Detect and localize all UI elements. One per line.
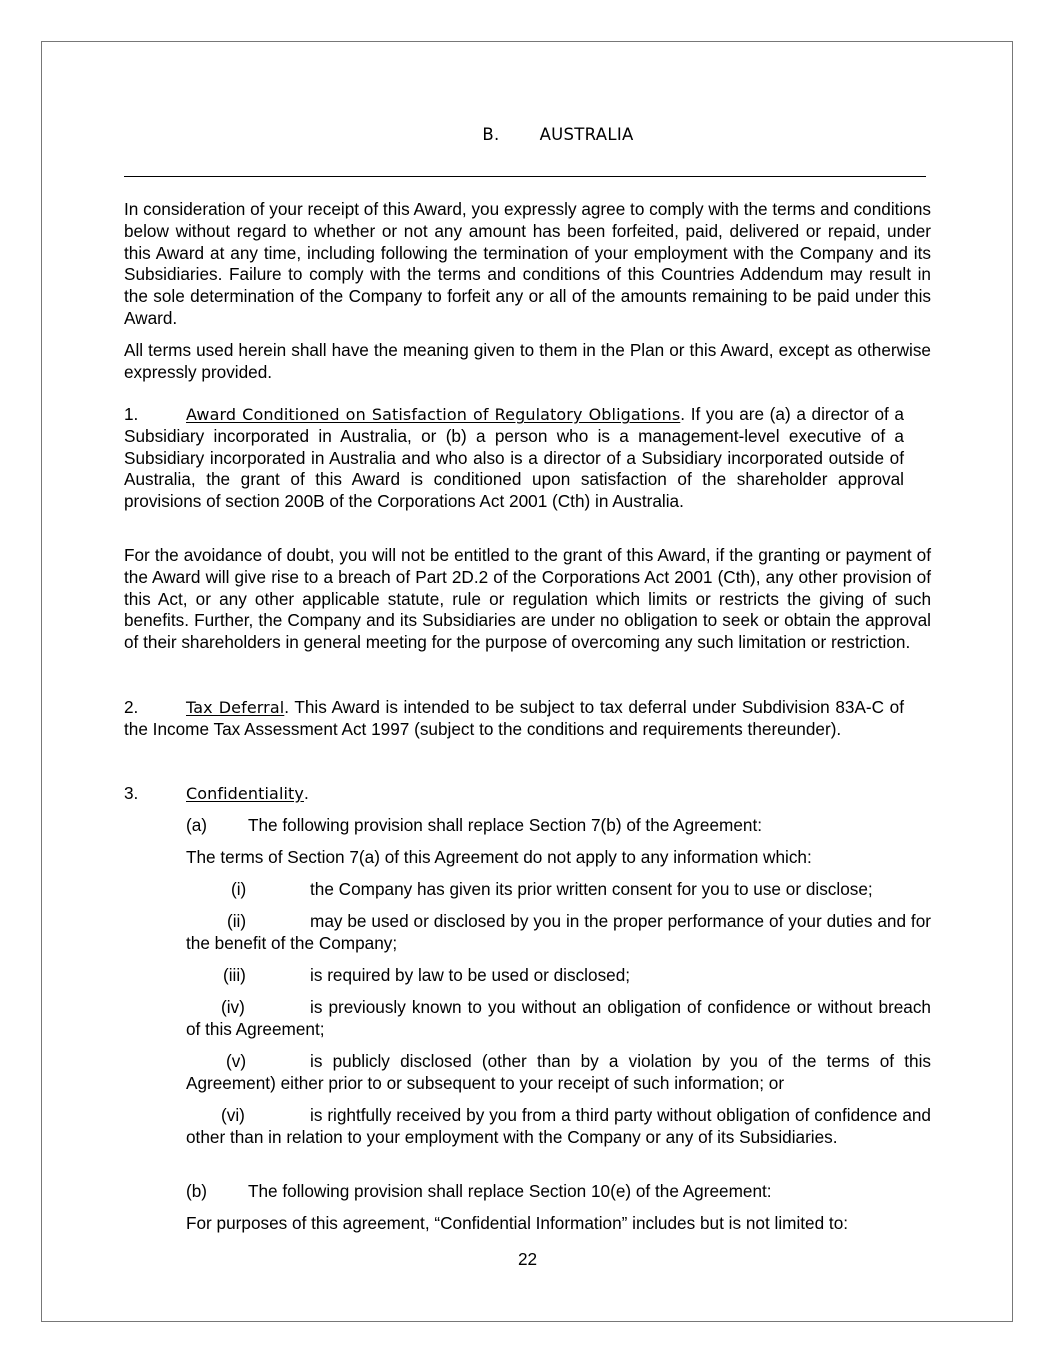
- item-2-number: 2.: [124, 697, 139, 717]
- item-3b-paragraph: [186, 1181, 931, 1203]
- page-number: 22: [517, 1249, 538, 1269]
- roman-item-v: [186, 1051, 931, 1095]
- roman-text-i: the Company has given its prior written consent for you to use or disclose;: [310, 879, 873, 899]
- item-3-heading: Confidentiality: [186, 784, 304, 803]
- item-1-number: 1.: [124, 404, 139, 424]
- item-3-number: 3.: [124, 783, 139, 803]
- roman-label-i: (i): [231, 879, 247, 899]
- item-3a-paragraph: [186, 815, 931, 837]
- roman-text-iii: is required by law to be used or disclosed;: [310, 965, 631, 985]
- item-3b-intro: For purposes of this agreement, “Confidential Information” includes but is not limited to:: [186, 1213, 849, 1233]
- item-1-text: . If you are (a) a director of a Subsidiary incorporated in Australia, or (b) a person who is a management-level executive of a Subsidiary incorporated in Australia and who also is a director of a Subsidiary incorporated outside of Australia, the grant of this Award is conditioned upon satisfaction of the shareholder approval provisions of section 200B of the Corporations Act 2001 (Cth) in Australia.: [124, 404, 904, 512]
- item-3-heading-line: [124, 783, 931, 805]
- roman-label-ii: (ii): [227, 911, 247, 931]
- item-3a-text: The following provision shall replace Section 7(b) of the Agreement:: [248, 815, 762, 835]
- roman-label-v: (v): [226, 1051, 247, 1071]
- section-letter: B.: [482, 125, 500, 144]
- roman-item-vi: [186, 1105, 931, 1149]
- item-3b-label: (b): [186, 1181, 208, 1201]
- roman-label-iv: (iv): [221, 997, 245, 1017]
- roman-item-iii: [186, 965, 931, 987]
- heading-rule: [124, 176, 926, 177]
- roman-text-v: is publicly disclosed (other than by a violation by you of the terms of this Agreement) either prior to or subsequent to your receipt of such information; or: [186, 1051, 931, 1093]
- roman-item-iv: [186, 997, 931, 1041]
- item-3-heading-suffix: .: [303, 783, 309, 803]
- item-3b-text: The following provision shall replace Section 10(e) of the Agreement:: [248, 1181, 772, 1201]
- roman-text-vi: is rightfully received by you from a third party without obligation of confidence and other than in relation to your employment with the Company or any of its Subsidiaries.: [186, 1105, 931, 1147]
- item-2-paragraph: [124, 697, 904, 741]
- intro-paragraph-2: All terms used herein shall have the meaning given to them in the Plan or this Award, except as otherwise expressly provided.: [124, 340, 931, 382]
- roman-text-ii: may be used or disclosed by you in the proper performance of your duties and for the benefit of the Company;: [186, 911, 931, 953]
- roman-text-iv: is previously known to you without an obligation of confidence or without breach of this Agreement;: [186, 997, 931, 1039]
- item-2-heading: Tax Deferral: [186, 698, 285, 717]
- item-2-text: . This Award is intended to be subject to tax deferral under Subdivision 83A-C of the Income Tax Assessment Act 1997 (subject to the conditions and requirements thereunder).: [124, 697, 905, 739]
- roman-label-vi: (vi): [221, 1105, 245, 1125]
- item-1-heading: Award Conditioned on Satisfaction of Regulatory Obligations: [186, 405, 681, 424]
- section-heading: [124, 124, 992, 146]
- item-1-paragraph: [124, 404, 904, 513]
- section-title: AUSTRALIA: [539, 125, 634, 144]
- item-1-paragraph-2: For the avoidance of doubt, you will not be entitled to the grant of this Award, if the granting or payment of the Award will give rise to a breach of Part 2D.2 of the Corporations Act 2001 (Cth), any other provision of this Act, or any other applicable statute, rule or regulation which limits or restricts the giving of such benefits. Further, the Company and its Subsidiaries are under no obligation to seek or obtain the approval of their shareholders in general meeting for the purpose of overcoming any such limitation or restriction.: [124, 545, 931, 653]
- roman-label-iii: (iii): [223, 965, 246, 985]
- intro-paragraph-1: In consideration of your receipt of this Award, you expressly agree to comply with the terms and conditions below without regard to whether or not any amount has been forfeited, paid, delivered or repaid, under this Award at any time, including following the termination of your employment with the Company and its Subsidiaries. Failure to comply with the terms and conditions of this Countries Addendum may result in the sole determination of the Company to forfeit any or all of the amounts remaining to be paid under this Award.: [124, 199, 931, 328]
- roman-item-i: [186, 879, 931, 901]
- roman-item-ii: [186, 911, 931, 955]
- item-3a-label: (a): [186, 815, 208, 835]
- item-3a-intro: The terms of Section 7(a) of this Agreement do not apply to any information which:: [186, 847, 812, 867]
